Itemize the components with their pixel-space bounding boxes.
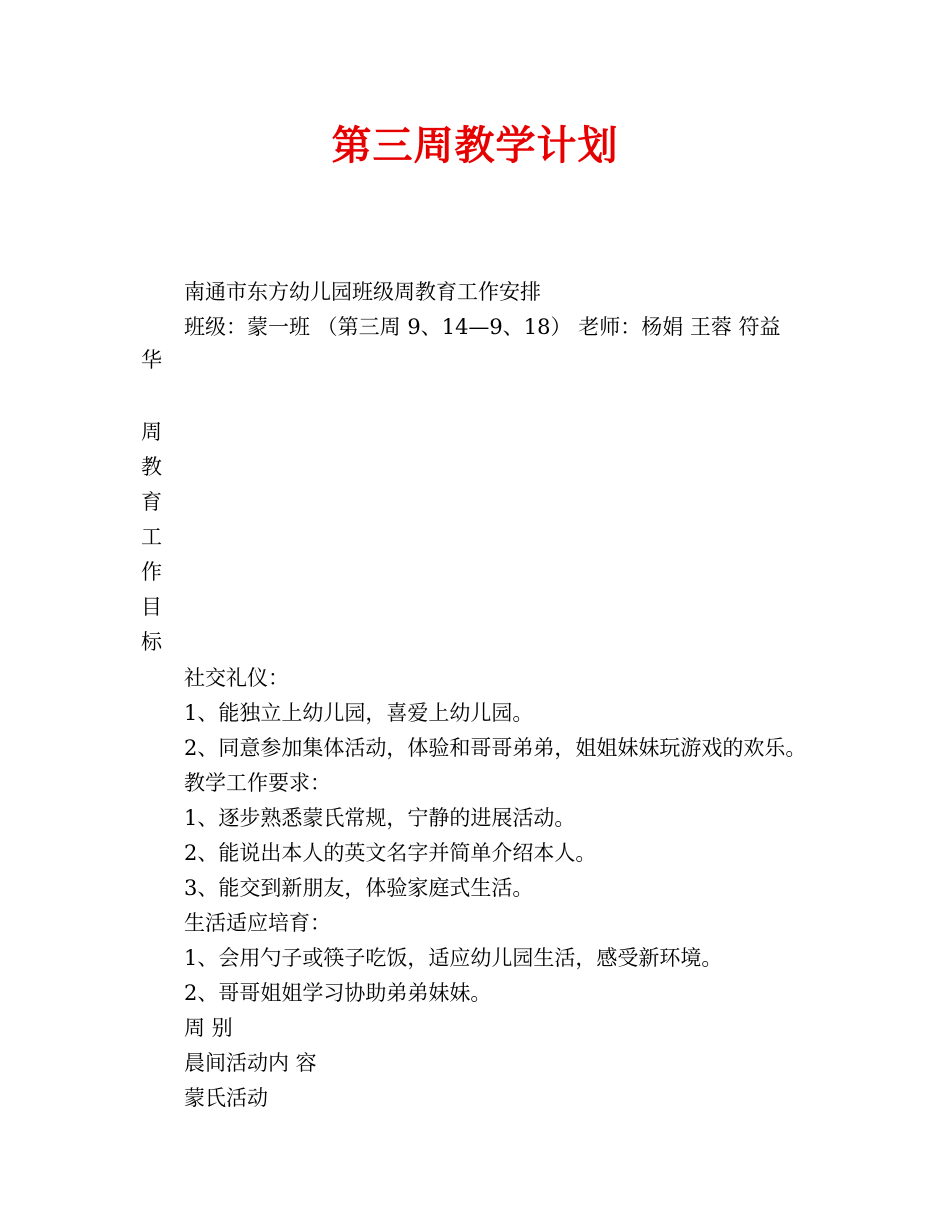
vertical-heading-char: 工 (141, 525, 162, 549)
montessori-activity-label: 蒙氏活动 (184, 1086, 268, 1110)
week-label: 周 别 (184, 1016, 233, 1040)
list-item: 3、能交到新朋友，体验家庭式生活。 (184, 876, 534, 900)
vertical-heading-char: 标 (141, 630, 162, 654)
list-item: 1、会用勺子或筷子吃饭，适应幼儿园生活，感受新环境。 (184, 946, 723, 970)
life-heading: 生活适应培育： (184, 911, 331, 935)
list-item: 1、能独立上幼儿园，喜爱上幼儿园。 (184, 701, 534, 725)
class-info-line: 班级：蒙一班 （第三周 9、14—9、18） 老师：杨娟 王蓉 符益 (184, 315, 781, 339)
morning-activity-label: 晨间活动内 容 (184, 1051, 317, 1075)
teaching-heading: 教学工作要求： (184, 771, 331, 795)
vertical-heading-char: 周 (141, 420, 162, 444)
list-item: 2、哥哥姐姐学习协助弟弟妹妹。 (184, 981, 492, 1005)
social-heading: 社交礼仪： (184, 666, 289, 690)
list-item: 1、逐步熟悉蒙氏常规，宁静的进展活动。 (184, 806, 576, 830)
list-item: 2、同意参加集体活动，体验和哥哥弟弟，姐姐妹妹玩游戏的欢乐。 (184, 736, 807, 760)
vertical-heading-char: 教 (141, 455, 162, 479)
list-item: 2、能说出本人的英文名字并简单介绍本人。 (184, 841, 597, 865)
vertical-heading-char: 目 (141, 595, 162, 619)
header-line: 南通市东方幼儿园班级周教育工作安排 (184, 280, 541, 304)
vertical-heading-char: 作 (141, 560, 162, 584)
document-title: 第三周教学计划 (331, 123, 619, 169)
class-info-line-wrap: 华 (141, 348, 162, 372)
vertical-heading-char: 育 (141, 490, 162, 514)
